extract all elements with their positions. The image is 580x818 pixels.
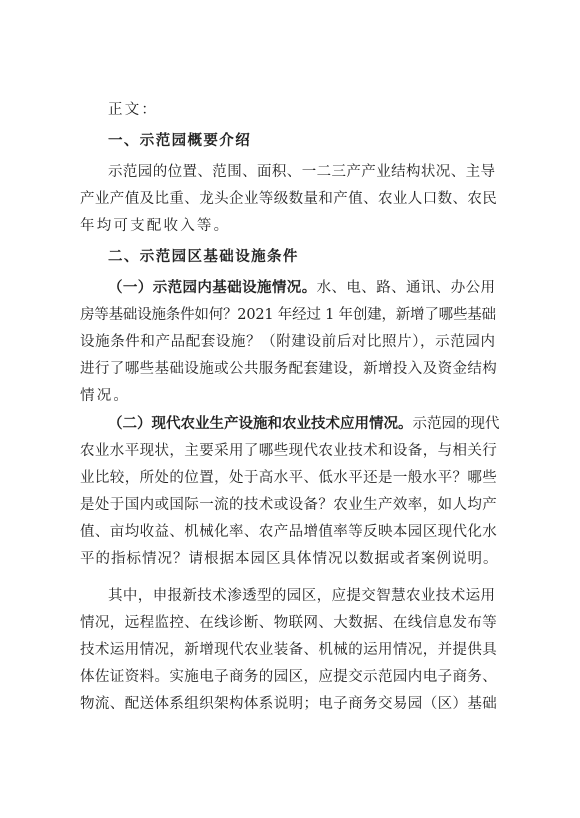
paragraph-line: 平的指标情况？请根据本园区具体情况以数据或者案例说明。 [80,551,499,567]
paragraph-line: 技术运用情况，新增现代农业装备、机械的运用情况，并提供具 [80,642,498,658]
paragraph-line: 产业产值及比重、龙头企业等级数量和产值、农业人口数、农民 [80,191,498,207]
paragraph-line: 情况。 [80,388,131,404]
paragraph-line: 业比较，所处的位置，处于高水平、低水平还是一般水平？哪些 [80,470,498,486]
subsection-2-title: （二）现代农业生产设施和农业技术应用情况。 [108,415,413,432]
paragraph-line: 是处于国内或国际一流的技术或设备？农业生产效率，如人均产 [80,497,498,513]
paragraph-line [108,278,500,298]
subsection-1-title: （一）示范园内基础设施情况。 [108,279,317,296]
paragraph-line: 值、亩均收益、机械化率、农产品增值率等反映本园区现代化水 [80,524,498,540]
paragraph-line: 体佐证资料。实施电子商务的园区，应提交示范园内电子商务、 [80,669,498,685]
paragraph-line: 物流、配送体系组织架构体系说明；电子商务交易园（区）基础 [80,696,498,712]
paragraph-line: 年均可支配收入等。 [80,218,231,234]
paragraph-line: 情况，远程监控、在线诊断、物联网、大数据、在线信息发布等 [80,615,498,631]
paragraph-text: 水、电、路、通讯、办公用 [316,280,496,296]
paragraph-line: 进行了哪些基础设施或公共服务配套建设，新增投入及资金结构 [80,361,498,377]
paragraph-line: 其中，申报新技术渗透型的园区，应提交智慧农业技术运用 [108,588,496,604]
paragraph-line: 农业水平现状，主要采用了哪些现代农业技术和设备，与相关行 [80,443,498,459]
section-2-heading: 二、示范园区基础设施条件 [108,249,299,265]
paragraph-line [108,414,500,434]
section-1-heading: 一、示范园概要介绍 [108,133,252,149]
paragraph-line: 房等基础设施条件如何？2021 年经过 1 年创建，新增了哪些基础 [80,307,496,323]
paragraph-line: 设施条件和产品配套设施？（附建设前后对比照片），示范园内 [80,334,496,350]
body-label: 正文： [108,102,159,118]
paragraph-text: 示范园的现代 [412,416,500,432]
paragraph-line: 示范园的位置、范围、面积、一二三产产业结构状况、主导 [108,164,496,180]
